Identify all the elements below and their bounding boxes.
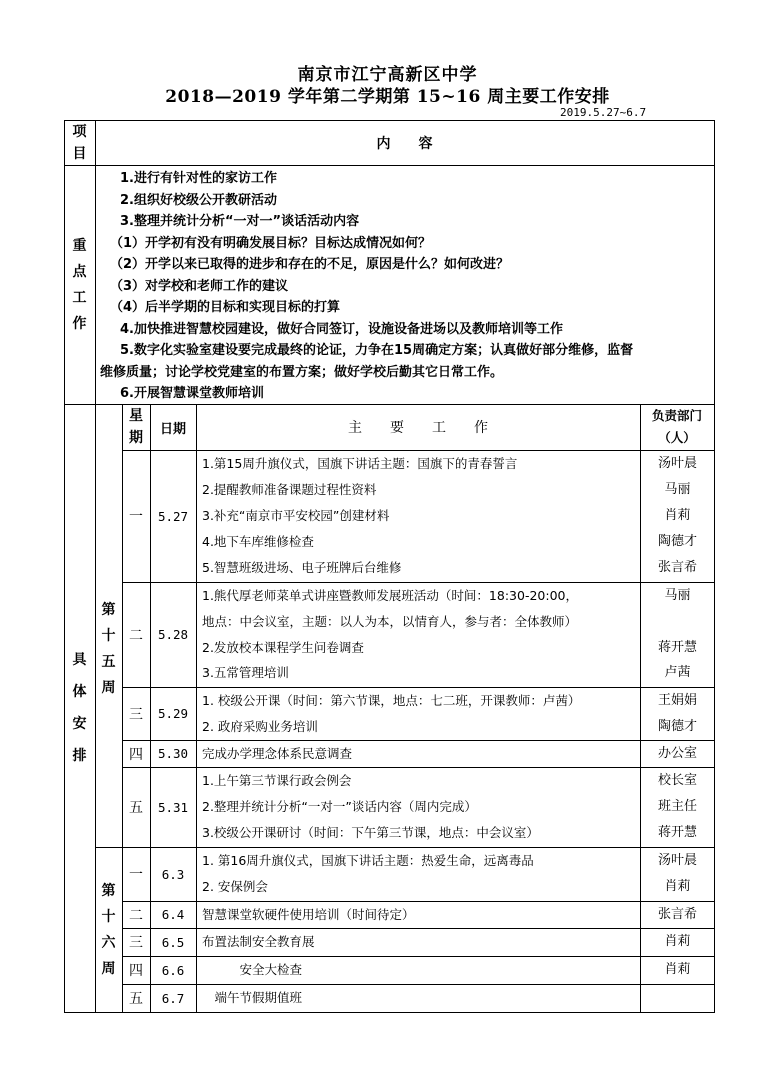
- work-cell: [202, 768, 638, 846]
- key-work-item: 2.组织好校级公开教研活动: [120, 192, 277, 208]
- responsible-person: 马丽: [664, 588, 691, 603]
- responsible-header-line: （人）: [658, 430, 696, 445]
- week-label-char: 第: [101, 601, 116, 618]
- task-item: 智慧课堂软硬件使用培训（时间待定）: [202, 907, 415, 922]
- task-item: 3.五常管理培训: [202, 665, 289, 681]
- key-work-item: 6.开展智慧课堂教师培训: [120, 386, 264, 401]
- responsible-person: [641, 985, 714, 1011]
- responsible-cell: [641, 688, 714, 739]
- week-label-char: 周: [101, 679, 116, 696]
- responsible-person: 汤叶晨: [657, 456, 697, 471]
- week-label-char: 十: [101, 908, 116, 925]
- responsible-person: 张言希: [657, 560, 697, 575]
- responsible-cell: [641, 929, 714, 955]
- weekday-cell: 三: [129, 706, 143, 723]
- key-work-item: 维修质量；讨论学校党建室的布置方案；做好学校后勤其它日常工作。: [100, 364, 504, 380]
- date-cell: 6.4: [161, 907, 185, 922]
- date-range: 2019.5.27~6.7: [560, 106, 647, 119]
- date-cell: 6.3: [161, 866, 185, 882]
- key-work-label-char: 点: [72, 263, 87, 280]
- key-work-label-char: 重: [72, 237, 87, 254]
- weekday-cell: 二: [129, 627, 143, 644]
- weekday-header-char: 期: [129, 430, 143, 446]
- responsible-person: 肖莉: [664, 879, 691, 894]
- responsible-cell: [641, 902, 714, 927]
- responsible-cell: [641, 985, 714, 1011]
- key-work-item: 3.整理并统计分析“一对一”谈话活动内容: [120, 214, 360, 229]
- responsible-person: 肖莉: [664, 934, 691, 949]
- task-item: 2. 安保例会: [202, 879, 268, 894]
- responsible-person: 王娟娟: [657, 693, 697, 708]
- date-cell: 6.7: [161, 990, 185, 1006]
- responsible-person: [641, 609, 714, 635]
- task-item: 布置法制安全教育展: [202, 934, 315, 949]
- content-header: 内 容: [376, 135, 433, 152]
- weekday-cell: 三: [129, 935, 143, 951]
- work-cell: [202, 583, 638, 686]
- weekday-cell: 五: [129, 991, 143, 1007]
- item-header-char: 目: [72, 145, 87, 162]
- key-work-item: （4）后半学期的目标和实现目标的打算: [110, 300, 341, 315]
- key-work-label-char: 作: [72, 315, 87, 332]
- task-item: 4.地下车库维修检查: [202, 534, 314, 549]
- work-header: 主 要 工 作: [348, 420, 488, 436]
- responsible-person: 蒋开慧: [657, 639, 697, 655]
- key-work-label-char: 工: [72, 289, 87, 306]
- task-item: 地点：中会议室，主题：以人为本，以情育人，参与者：全体教师）: [202, 613, 578, 629]
- responsible-person: 陶德才: [657, 534, 697, 549]
- responsible-cell: [641, 957, 714, 983]
- date-cell: 6.6: [161, 962, 185, 978]
- document-title: 2018—2019 学年第二学期第 15~16 周主要工作安排: [165, 87, 610, 107]
- key-work-item: 1.进行有针对性的家访工作: [120, 171, 277, 186]
- weekday-cell: 四: [129, 746, 143, 763]
- work-cell: [202, 902, 638, 927]
- task-item: 2.发放校本课程学生问卷调查: [202, 639, 364, 655]
- responsible-cell: [641, 451, 714, 581]
- weekday-cell: 二: [129, 907, 143, 924]
- weekday-header: [122, 404, 150, 450]
- key-work-item: 4.加快推进智慧校园建设，做好合同签订，设施设备进场以及教师培训等工作: [120, 321, 563, 337]
- work-cell: [202, 741, 638, 766]
- week-label-char: 第: [101, 882, 116, 899]
- key-work-item: （1）开学初有没有明确发展目标？目标达成情况如何？: [110, 235, 432, 251]
- task-item: 2.整理并统计分析“一对一”谈话内容（周内完成）: [202, 799, 477, 814]
- week-label: [95, 450, 122, 847]
- responsible-person: 办公室: [657, 746, 697, 761]
- responsible-person: 张言希: [657, 907, 697, 922]
- key-work-item: （3）对学校和老师工作的建议: [110, 278, 289, 294]
- key-work-item: 5.数字化实验室建设要完成最终的论证，力争在15周确定方案；认真做好部分维修，监督: [120, 343, 634, 358]
- responsible-person: 校长室: [657, 773, 697, 788]
- week-label-char: 十: [101, 627, 116, 644]
- date-cell: 6.5: [161, 934, 185, 950]
- key-work-list: [100, 168, 710, 405]
- date-cell: 5.29: [157, 706, 189, 721]
- task-item: 端午节假期值班: [202, 990, 303, 1005]
- schedule-label: [64, 404, 95, 1012]
- task-item: 3.校级公开课研讨（时间：下午第三节课，地点：中会议室）: [202, 825, 539, 840]
- responsible-person: 马丽: [664, 482, 691, 497]
- weekday-cell: 一: [129, 509, 143, 525]
- work-cell: [202, 848, 638, 900]
- task-item: 完成办学理念体系民意调查: [202, 746, 353, 761]
- item-header-char: 项: [72, 123, 87, 140]
- responsible-cell: [641, 583, 714, 686]
- date-cell: 5.28: [157, 627, 189, 642]
- task-item: 2.提醒教师准备课题过程性资料: [202, 482, 377, 497]
- task-item: 5.智慧班级进场、电子班牌后台维修: [202, 560, 402, 575]
- responsible-person: 汤叶晨: [657, 853, 697, 868]
- task-item: 3.补充“南京市平安校园”创建材料: [202, 508, 390, 523]
- weekday-cell: 一: [129, 867, 143, 883]
- responsible-person: 肖莉: [664, 508, 691, 523]
- responsible-cell: [641, 741, 714, 766]
- table-bottom-border: [64, 1012, 715, 1013]
- school-name: 南京市江宁高新区中学: [297, 65, 478, 85]
- date-header: 日期: [159, 421, 186, 437]
- responsible-cell: [641, 768, 714, 846]
- work-cell: [202, 929, 638, 955]
- schedule-label-char: 具: [72, 652, 87, 668]
- responsible-cell: [641, 848, 714, 900]
- task-item: 1. 第16周升旗仪式，国旗下讲话主题：热爱生命，远离毒品: [202, 853, 534, 868]
- work-cell: [202, 957, 638, 983]
- week-label-char: 周: [101, 960, 116, 977]
- work-cell: [202, 451, 638, 581]
- task-item: 安全大检查: [202, 962, 303, 977]
- responsible-person: 肖莉: [664, 962, 691, 977]
- work-cell: [202, 688, 638, 739]
- key-work-item: （2）开学以来已取得的进步和存在的不足，原因是什么？如何改进？: [110, 257, 510, 272]
- responsible-header: [640, 404, 714, 450]
- date-cell: 5.27: [157, 508, 189, 524]
- table-rule: [64, 165, 715, 166]
- responsible-person: 班主任: [657, 799, 697, 814]
- task-item: 1. 校级公开课（时间：第六节课，地点：七二班，开课教师：卢茜）: [202, 693, 581, 708]
- weekday-header-char: 星: [129, 408, 143, 424]
- task-item: 1.上午第三节课行政会例会: [202, 773, 352, 788]
- schedule-label-char: 排: [72, 748, 87, 764]
- work-cell: [202, 985, 638, 1011]
- table-rule: [196, 404, 197, 1013]
- responsible-person: 卢茜: [664, 665, 691, 681]
- week-label-char: 五: [101, 653, 116, 670]
- week-label: [95, 847, 122, 1012]
- date-cell: 5.30: [157, 746, 189, 761]
- task-item: 1.熊代厚老师菜单式讲座暨教师发展班活动（时间：18:30-20:00，: [202, 588, 578, 603]
- weekday-cell: 五: [129, 800, 143, 816]
- responsible-header-line: 负责部门: [651, 408, 702, 423]
- responsible-person: 蒋开慧: [657, 825, 697, 840]
- task-item: 1.第15周升旗仪式，国旗下讲话主题：国旗下的青春誓言: [202, 456, 518, 471]
- date-cell: 5.31: [157, 799, 189, 815]
- table-right-border: [714, 120, 715, 1013]
- schedule-label-char: 安: [72, 716, 87, 732]
- responsible-person: 陶德才: [657, 718, 697, 734]
- item-header: [64, 120, 95, 165]
- week-label-char: 六: [101, 934, 116, 951]
- task-item: 2. 政府采购业务培训: [202, 718, 318, 734]
- weekday-cell: 四: [129, 963, 143, 979]
- schedule-label-char: 体: [72, 684, 87, 700]
- key-work-label: [64, 165, 95, 404]
